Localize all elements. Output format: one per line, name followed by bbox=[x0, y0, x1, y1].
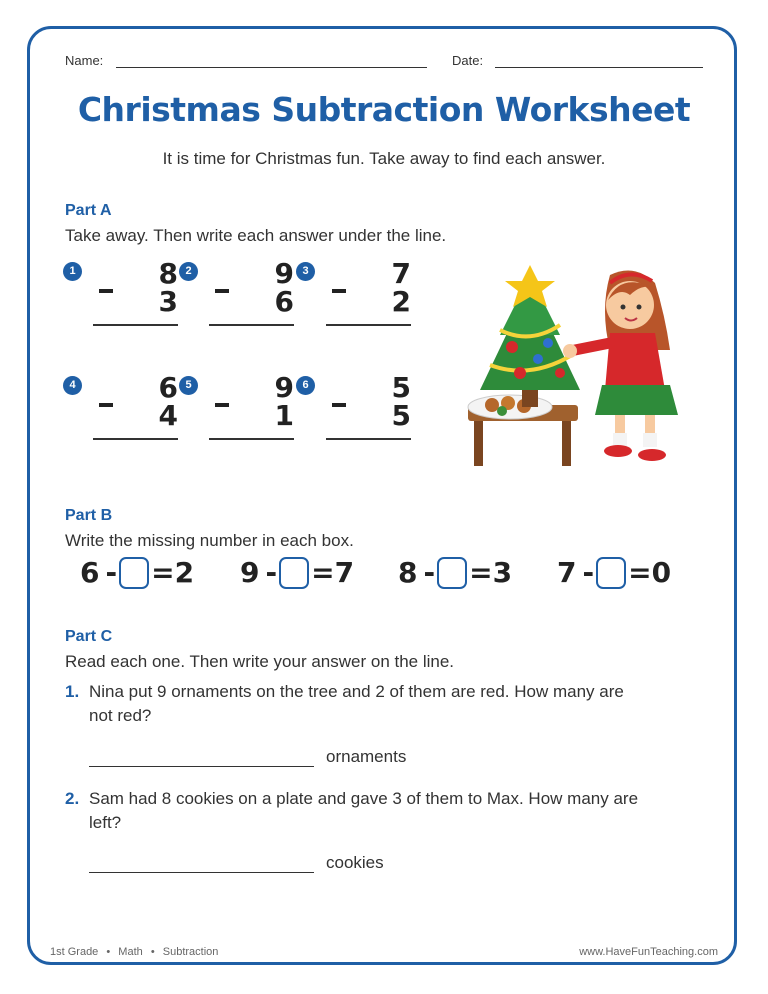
answer-rule[interactable] bbox=[326, 324, 411, 326]
date-label: Date: bbox=[452, 53, 484, 68]
footer-tags bbox=[50, 946, 218, 958]
subtrahend: 3 bbox=[158, 285, 178, 318]
eq-equals: = bbox=[628, 556, 652, 589]
minuend: 5 bbox=[391, 371, 411, 404]
question-1-line1: Nina put 9 ornaments on the tree and 2 of them are red. How many are bbox=[89, 682, 624, 701]
problem-1 bbox=[63, 257, 178, 357]
problem-2 bbox=[179, 257, 294, 357]
missing-number-box[interactable] bbox=[119, 557, 149, 589]
answer-unit-2: cookies bbox=[326, 853, 384, 872]
minus-sign bbox=[332, 289, 346, 293]
part-a-instruction: Take away. Then write each answer under the line. bbox=[65, 226, 447, 245]
subtrahend: 2 bbox=[391, 285, 411, 318]
footer-site[interactable]: www.HaveFunTeaching.com bbox=[579, 946, 718, 958]
eq-result: 2 bbox=[174, 556, 195, 589]
problem-number-badge: 1 bbox=[63, 262, 82, 281]
part-c-instruction: Read each one. Then write your answer on the line. bbox=[65, 652, 455, 671]
subtrahend: 4 bbox=[158, 399, 178, 432]
bullet-icon: • bbox=[106, 946, 111, 958]
bullet-icon: • bbox=[150, 946, 155, 958]
minuend: 7 bbox=[391, 257, 411, 290]
problem-number-badge: 2 bbox=[179, 262, 198, 281]
minuend: 6 bbox=[158, 371, 178, 404]
question-1-line2: not red? bbox=[89, 706, 152, 725]
footer-topic: Subtraction bbox=[162, 946, 219, 958]
minus-sign bbox=[99, 403, 113, 407]
minus-sign bbox=[215, 403, 229, 407]
eq-equals: = bbox=[311, 556, 335, 589]
part-a-heading: Part A bbox=[65, 202, 112, 219]
problem-5 bbox=[179, 371, 294, 471]
equation-4 bbox=[557, 556, 671, 589]
girl-decorating-christmas-tree-illustration bbox=[460, 255, 690, 475]
answer-rule[interactable] bbox=[93, 324, 178, 326]
footer-grade: 1st Grade bbox=[50, 946, 99, 958]
problem-number-badge: 4 bbox=[63, 376, 82, 395]
missing-number-box[interactable] bbox=[437, 557, 467, 589]
name-label: Name: bbox=[65, 53, 104, 68]
question-2-text bbox=[89, 787, 719, 835]
eq-result: 0 bbox=[651, 556, 672, 589]
answer-line-2[interactable] bbox=[89, 872, 314, 873]
date-line[interactable] bbox=[495, 67, 703, 68]
page-title: Christmas Subtraction Worksheet bbox=[77, 90, 691, 129]
question-1-text bbox=[89, 680, 719, 728]
minuend: 9 bbox=[274, 371, 294, 404]
subtrahend: 6 bbox=[274, 285, 294, 318]
eq-minuend: 7 bbox=[557, 556, 577, 589]
question-2-line1: Sam had 8 cookies on a plate and gave 3 of them to Max. How many are bbox=[89, 789, 639, 808]
eq-equals: = bbox=[469, 556, 493, 589]
answer-unit-1: ornaments bbox=[326, 747, 407, 766]
part-b-instruction: Write the missing number in each box. bbox=[65, 531, 354, 550]
eq-minus: - bbox=[265, 556, 278, 589]
page-subtitle: It is time for Christmas fun. Take away to find each answer. bbox=[162, 149, 606, 168]
problem-4 bbox=[63, 371, 178, 471]
answer-rule[interactable] bbox=[326, 438, 411, 440]
minus-sign bbox=[99, 289, 113, 293]
eq-minuend: 6 bbox=[80, 556, 100, 589]
missing-number-box[interactable] bbox=[279, 557, 309, 589]
problem-number-badge: 3 bbox=[296, 262, 315, 281]
problem-3 bbox=[296, 257, 411, 357]
missing-number-box[interactable] bbox=[596, 557, 626, 589]
minuend: 8 bbox=[158, 257, 178, 290]
minuend: 9 bbox=[274, 257, 294, 290]
part-b-heading: Part B bbox=[65, 507, 113, 524]
part-c-heading: Part C bbox=[65, 628, 113, 645]
problem-number-badge: 5 bbox=[179, 376, 198, 395]
equation-1 bbox=[80, 556, 194, 589]
eq-minus: - bbox=[423, 556, 436, 589]
equation-2 bbox=[240, 556, 354, 589]
answer-rule[interactable] bbox=[93, 438, 178, 440]
answer-line-1[interactable] bbox=[89, 766, 314, 767]
footer-subject: Math bbox=[118, 946, 143, 958]
subtrahend: 1 bbox=[274, 399, 294, 432]
eq-minuend: 8 bbox=[398, 556, 418, 589]
subtrahend: 5 bbox=[391, 399, 411, 432]
eq-equals: = bbox=[151, 556, 175, 589]
answer-rule[interactable] bbox=[209, 438, 294, 440]
equation-3 bbox=[398, 556, 512, 589]
eq-minuend: 9 bbox=[240, 556, 260, 589]
problem-6 bbox=[296, 371, 411, 471]
question-2-number: 2. bbox=[65, 789, 80, 808]
problem-number-badge: 6 bbox=[296, 376, 315, 395]
name-line[interactable] bbox=[116, 67, 427, 68]
question-1-number: 1. bbox=[65, 682, 80, 701]
minus-sign bbox=[215, 289, 229, 293]
eq-result: 7 bbox=[334, 556, 355, 589]
minus-sign bbox=[332, 403, 346, 407]
eq-minus: - bbox=[582, 556, 595, 589]
answer-rule[interactable] bbox=[209, 324, 294, 326]
eq-result: 3 bbox=[492, 556, 513, 589]
eq-minus: - bbox=[105, 556, 118, 589]
question-2-line2: left? bbox=[89, 813, 122, 832]
